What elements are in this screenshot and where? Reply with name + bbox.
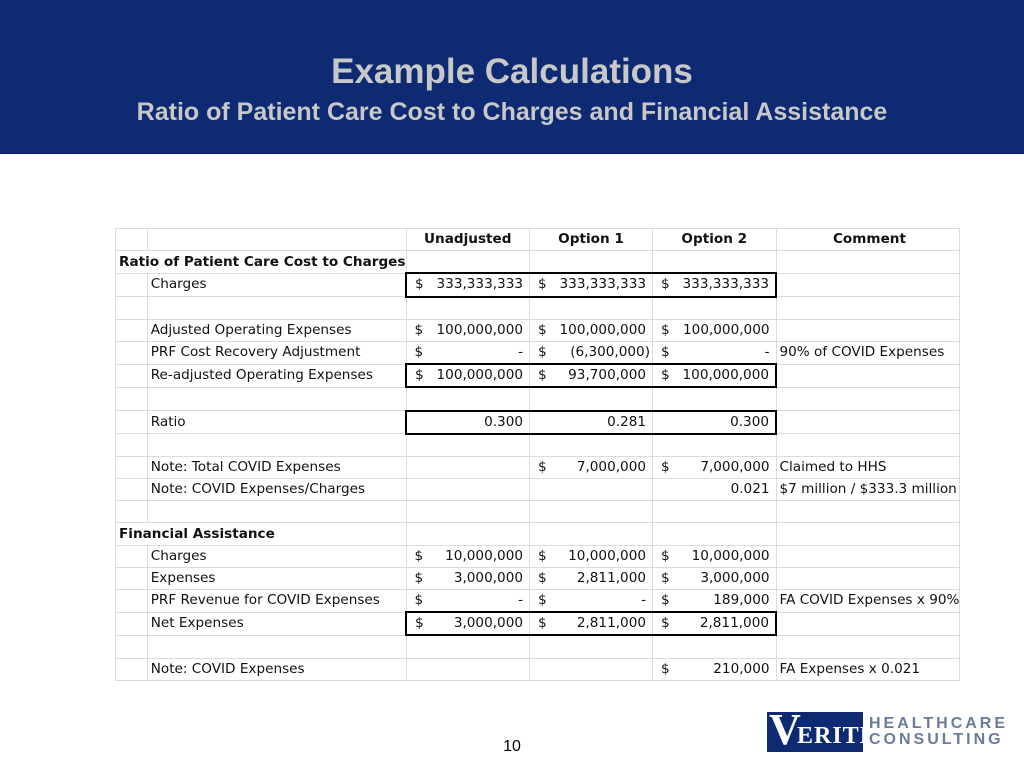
table-row: Note: Total COVID Expenses $ 7,000,000 $ 7,000,000 Claimed to HHS xyxy=(116,456,960,478)
cell-value: 189,000 xyxy=(713,592,770,609)
cell-value: 0.021 xyxy=(653,479,777,501)
logo-mark: V ERITÉ xyxy=(769,705,877,754)
cell-value: 7,000,000 xyxy=(576,458,646,475)
table-row: PRF Cost Recovery Adjustment $ - $ (6,300,000) $ - 90% of COVID Expenses xyxy=(116,341,960,364)
cell-value: 0.281 xyxy=(530,411,653,434)
table-row: Adjusted Operating Expenses $ 100,000,000 $ 100,000,000 $ 100,000,000 xyxy=(116,319,960,341)
cell-value: 3,000,000 xyxy=(700,569,770,586)
blank-row xyxy=(116,501,960,523)
blank-row xyxy=(116,387,960,410)
section-row xyxy=(116,251,960,274)
table-row: Re-adjusted Operating Expenses $ 100,000,000 $ 93,700,000 $ 100,000,000 xyxy=(116,364,960,387)
cell-value: 100,000,000 xyxy=(559,321,646,338)
slide-subtitle: Ratio of Patient Care Cost to Charges and Financial Assistance xyxy=(136,98,888,126)
column-header-comment: Comment xyxy=(776,229,960,251)
column-header-unadjusted: Unadjusted xyxy=(406,229,530,251)
cell-value: 100,000,000 xyxy=(436,367,523,384)
row-label: Note: COVID Expenses/Charges xyxy=(147,479,406,501)
cell-value: 2,811,000 xyxy=(576,615,646,632)
table-row: Charges $ 333,333,333 $ 333,333,333 $ 333,333,333 xyxy=(116,273,960,296)
column-header-option-1: Option 1 xyxy=(530,229,653,251)
cell-value: (6,300,000) xyxy=(570,344,650,361)
cell-value: - xyxy=(518,344,523,361)
row-comment: Claimed to HHS xyxy=(776,456,960,478)
row-label: Net Expenses xyxy=(147,612,406,635)
cell-value: - xyxy=(641,592,646,609)
cell-value: 333,333,333 xyxy=(682,276,769,293)
calculation-table xyxy=(115,228,960,681)
cell-value: 210,000 xyxy=(713,660,770,677)
table-row: Note: COVID Expenses $ 210,000 FA Expenses x 0.021 xyxy=(116,658,960,680)
row-label: Note: Total COVID Expenses xyxy=(147,456,406,478)
page-number: 10 xyxy=(503,738,521,755)
cell-value: 333,333,333 xyxy=(559,276,646,293)
cell-value: 3,000,000 xyxy=(453,569,523,586)
table-row: PRF Revenue for COVID Expenses $ - $ - $ 189,000 FA COVID Expenses x 90% xyxy=(116,590,960,613)
table-row: Expenses $ 3,000,000 $ 2,811,000 $ 3,000,000 xyxy=(116,567,960,589)
cell-value: 0.300 xyxy=(653,411,777,434)
table-row: Charges $ 10,000,000 $ 10,000,000 $ 10,000,000 xyxy=(116,545,960,567)
cell-value: 10,000,000 xyxy=(445,547,523,564)
blank-row xyxy=(116,635,960,658)
cell-value: - xyxy=(764,344,770,361)
cell-value: 100,000,000 xyxy=(682,367,769,384)
table-row: Net Expenses $ 3,000,000 $ 2,811,000 $ 2,811,000 xyxy=(116,612,960,635)
cell-value: 7,000,000 xyxy=(700,458,770,475)
row-comment: $7 million / $333.3 million xyxy=(776,479,960,501)
cell-value: 333,333,333 xyxy=(436,276,523,293)
header-row xyxy=(116,229,960,251)
section-title-financial-assistance: Financial Assistance xyxy=(116,523,407,545)
cell-value: 2,811,000 xyxy=(699,615,769,632)
row-label: Expenses xyxy=(147,567,406,589)
cell-value: 3,000,000 xyxy=(453,615,523,632)
blank-row xyxy=(116,434,960,457)
table-row xyxy=(116,411,960,434)
cell-value: 100,000,000 xyxy=(436,321,523,338)
row-label: Adjusted Operating Expenses xyxy=(147,319,406,341)
row-label: Ratio xyxy=(147,411,406,434)
row-label: PRF Cost Recovery Adjustment xyxy=(147,341,406,364)
cell-value: 10,000,000 xyxy=(691,547,770,564)
cell-value: 93,700,000 xyxy=(568,367,646,384)
row-label: PRF Revenue for COVID Expenses xyxy=(147,590,406,613)
logo-text: HEALTHCARE CONSULTING xyxy=(869,715,1009,748)
section-row xyxy=(116,523,960,545)
title-banner xyxy=(0,0,1024,154)
cell-value: 2,811,000 xyxy=(576,569,646,586)
row-label: Note: COVID Expenses xyxy=(147,658,406,680)
cell-value: 100,000,000 xyxy=(683,321,770,338)
row-comment: 90% of COVID Expenses xyxy=(776,341,960,364)
row-comment: FA Expenses x 0.021 xyxy=(776,658,960,680)
blank-row xyxy=(116,297,960,320)
verite-logo xyxy=(767,705,1009,754)
cell-value: - xyxy=(518,592,523,609)
section-title-ratio: Ratio of Patient Care Cost to Charges xyxy=(116,251,407,274)
row-comment: FA COVID Expenses x 90% xyxy=(776,590,960,613)
row-label: Re-adjusted Operating Expenses xyxy=(147,364,406,387)
cell-value: 10,000,000 xyxy=(568,547,646,564)
row-label: Charges xyxy=(147,545,406,567)
column-header-option-2: Option 2 xyxy=(653,229,777,251)
cell-value: 0.300 xyxy=(406,411,530,434)
row-label: Charges xyxy=(147,273,406,296)
table-row xyxy=(116,479,960,501)
slide-title: Example Calculations xyxy=(331,52,693,91)
